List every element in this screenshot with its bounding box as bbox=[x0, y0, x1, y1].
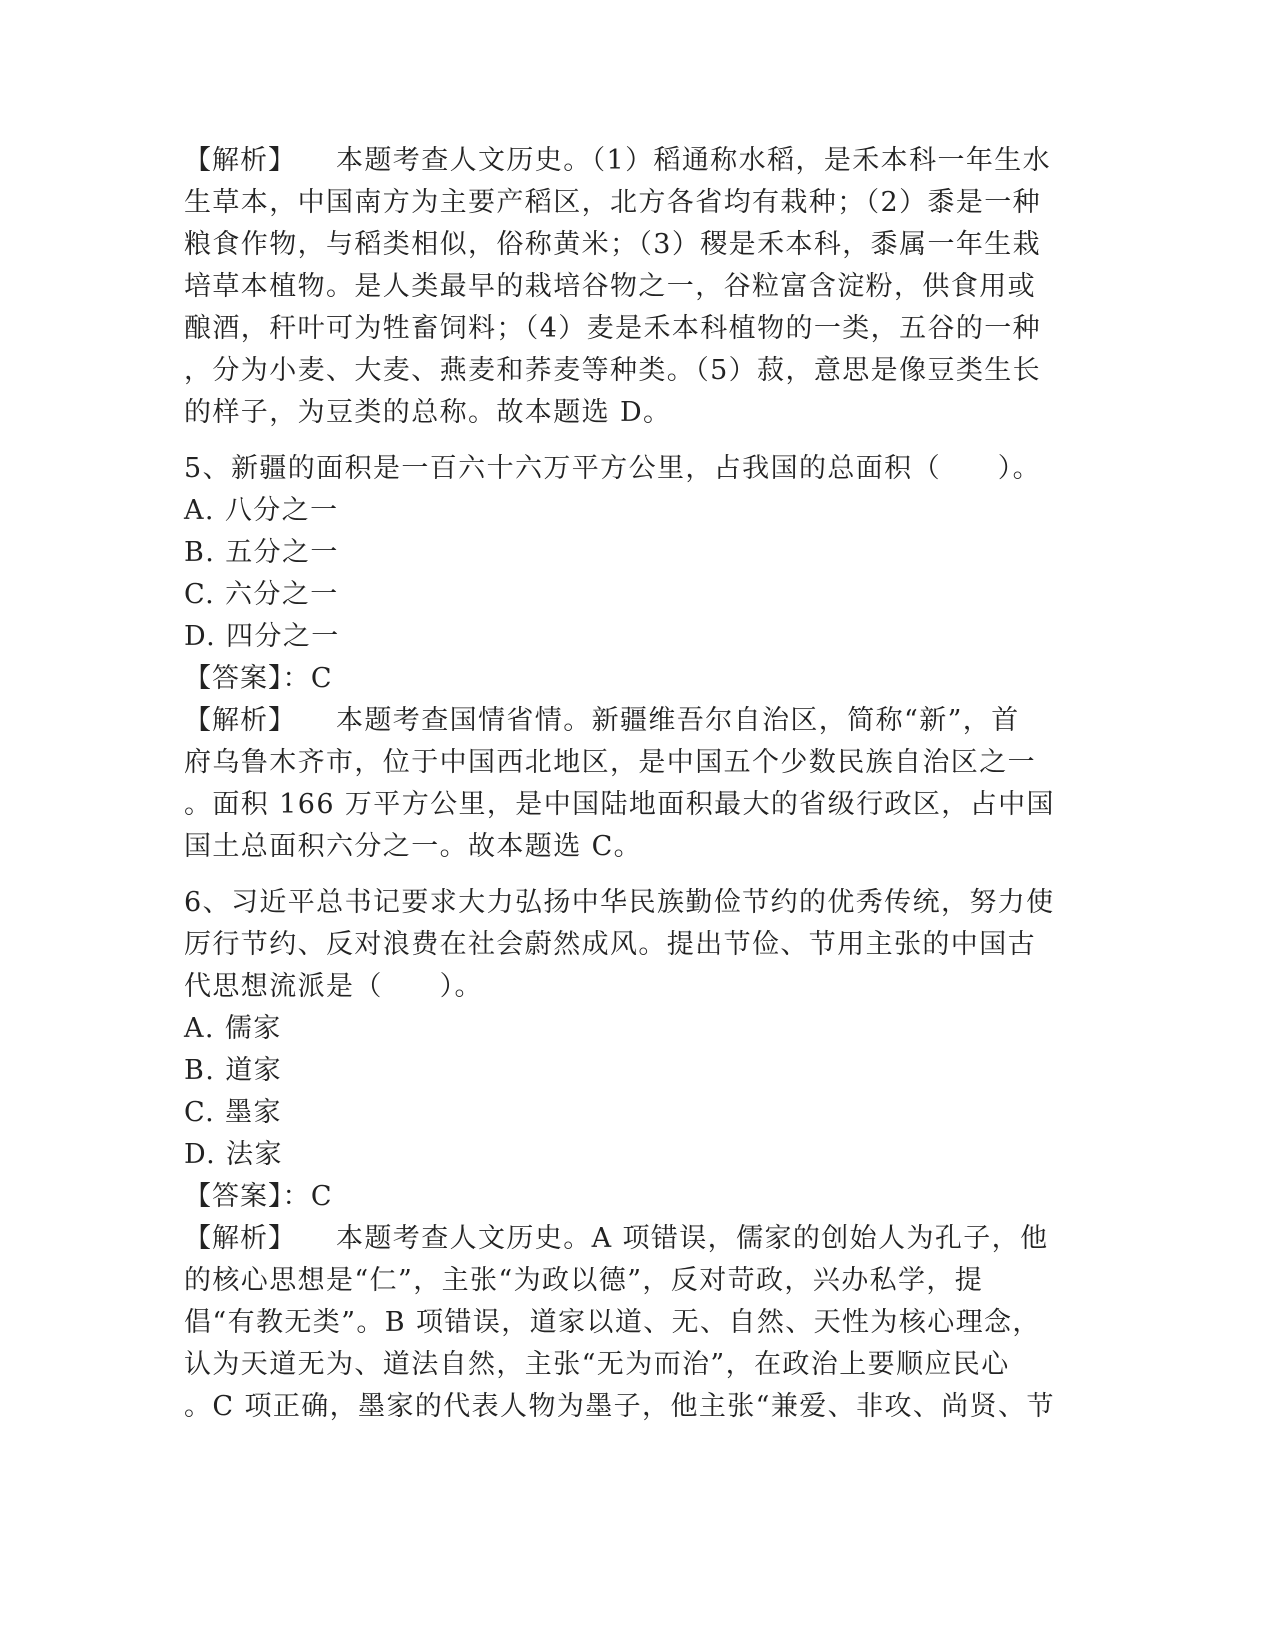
analysis-line: 粮食作物，与稻类相似，俗称黄米；（3）稷是禾本科，黍属一年生栽 bbox=[184, 229, 1042, 260]
answer-tag: 【答案】 bbox=[184, 1181, 283, 1212]
question-text: 厉行节约、反对浪费在社会蔚然成风。提出节俭、节用主张的中国古 bbox=[184, 929, 1036, 960]
answer-value: ：C bbox=[282, 1181, 333, 1212]
analysis-line: 倡“有教无类”。B 项错误，道家以道、无、自然、天性为核心理念， bbox=[184, 1307, 1041, 1338]
option-a: A. 儒家 bbox=[184, 1013, 282, 1044]
analysis-line: 。面积 166 万平方公里，是中国陆地面积最大的省级行政区，占中国 bbox=[184, 789, 1055, 820]
options-q5 bbox=[184, 490, 1054, 700]
analysis-tag: 【解析】 bbox=[184, 145, 296, 176]
option-a: A. 八分之一 bbox=[184, 495, 339, 526]
analysis-line: 的样子，为豆类的总称。故本题选 D。 bbox=[184, 397, 672, 428]
analysis-line: 【解析】 本题考查国情省情。新疆维吾尔自治区，简称“新”，首 bbox=[184, 705, 1020, 736]
analysis-line: 培草本植物。是人类最早的栽培谷物之一，谷粒富含淀粉，供食用或 bbox=[184, 271, 1036, 302]
option-c: C. 墨家 bbox=[184, 1097, 282, 1128]
question-5 bbox=[184, 448, 1054, 490]
analysis-line: 酿酒，秆叶可为牲畜饲料；（4）麦是禾本科植物的一类，五谷的一种 bbox=[184, 313, 1042, 344]
analysis-line: 国土总面积六分之一。故本题选 C。 bbox=[184, 831, 643, 862]
analysis-block-q5 bbox=[184, 700, 1054, 868]
analysis-line: 生草本，中国南方为主要产稻区，北方各省均有栽种；（2）黍是一种 bbox=[184, 187, 1042, 218]
option-b: B. 道家 bbox=[184, 1055, 283, 1086]
option-c: C. 六分之一 bbox=[184, 579, 339, 610]
option-d: D. 四分之一 bbox=[184, 621, 340, 652]
analysis-tag: 【解析】 bbox=[184, 1223, 296, 1254]
analysis-line: 的核心思想是“仁”，主张“为政以德”，反对苛政，兴办私学，提 bbox=[184, 1265, 984, 1296]
option-b: B. 五分之一 bbox=[184, 537, 339, 568]
answer-q5 bbox=[184, 658, 1054, 700]
answer-tag: 【答案】 bbox=[184, 663, 283, 694]
analysis-tag: 【解析】 bbox=[184, 705, 296, 736]
answer-value: ：C bbox=[282, 663, 333, 694]
question-text: 5、新疆的面积是一百六十六万平方公里，占我国的总面积（ ）。 bbox=[184, 453, 1042, 484]
answer-q6 bbox=[184, 1176, 1054, 1218]
analysis-line: 府乌鲁木齐市，位于中国西北地区，是中国五个少数民族自治区之一 bbox=[184, 747, 1036, 778]
question-text: 代思想流派是（ ）。 bbox=[184, 971, 483, 1002]
document-page bbox=[184, 140, 1054, 1428]
analysis-line: 【解析】 本题考查人文历史。A 项错误，儒家的创始人为孔子，他 bbox=[184, 1223, 1049, 1254]
analysis-line: 认为天道无为、道法自然，主张“无为而治”，在政治上要顺应民心 bbox=[184, 1349, 1010, 1380]
analysis-line: 【解析】 本题考查人文历史。（1）稻通称水稻，是禾本科一年生水 bbox=[184, 145, 1052, 176]
option-d: D. 法家 bbox=[184, 1139, 283, 1170]
analysis-block-q4 bbox=[184, 140, 1054, 434]
analysis-line: ，分为小麦、大麦、燕麦和荞麦等种类。（5）菽，意思是像豆类生长 bbox=[184, 355, 1042, 386]
options-q6 bbox=[184, 1008, 1054, 1218]
question-6 bbox=[184, 882, 1054, 1008]
question-text: 6、习近平总书记要求大力弘扬中华民族勤俭节约的优秀传统，努力使 bbox=[184, 887, 1055, 918]
analysis-line: 。C 项正确，墨家的代表人物为墨子，他主张“兼爱、非攻、尚贤、节 bbox=[184, 1391, 1055, 1422]
analysis-block-q6 bbox=[184, 1218, 1054, 1428]
